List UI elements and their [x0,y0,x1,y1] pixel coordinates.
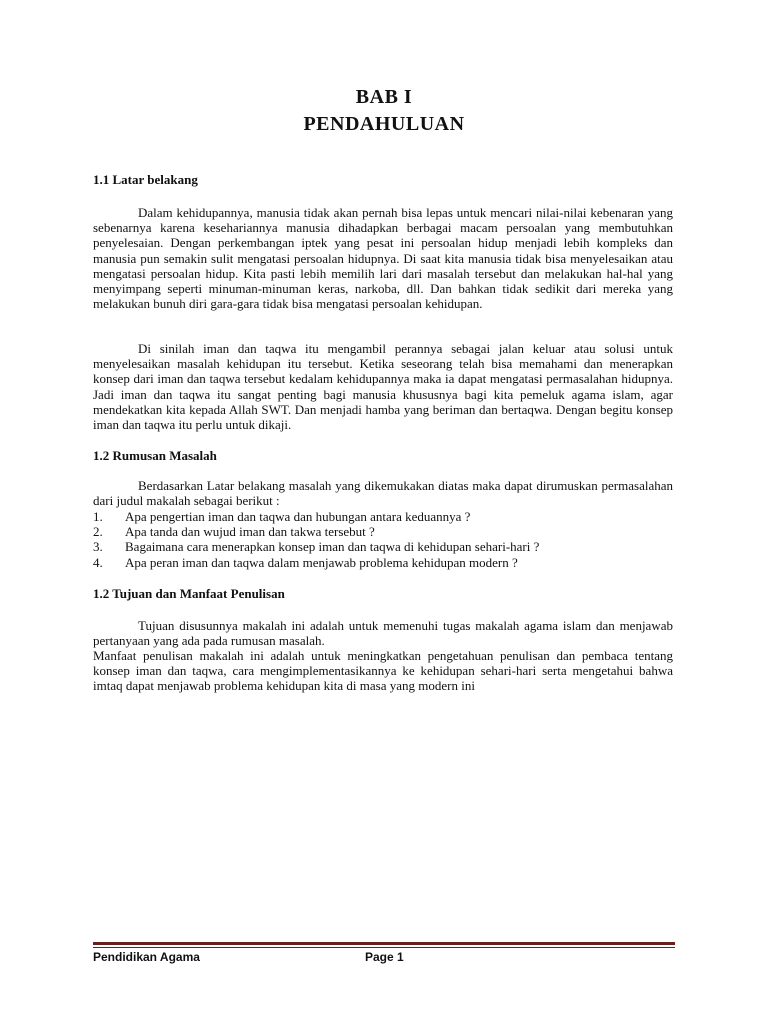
list-item-text: Apa peran iman dan taqwa dalam menjawab problema kehidupan modern ? [125,554,518,570]
footer-rule-thick [93,942,675,945]
paragraph-latar-belakang-2: Di sinilah iman dan taqwa itu mengambil perannya sebagai jalan keluar atau solusi untuk menyelesaikan masalah kehidupan itu tersebut. Ketika seseorang telah bisa memahami dan menerapkan konsep dari iman dan taqwa tersebut kedalam kehidupannya maka ia dapat mengatasi permasalahan hidupnya. Jadi iman dan taqwa itu sangat penting bagi manusia khususnya bagi kita pemeluk agama islam, agar mendekatkan kita kepada Allah SWT. Dan menjadi hamba yang beriman dan bertaqwa. Dengan begitu konsep iman dan taqwa itu perlu untuk dikaji. [93,341,673,433]
list-item-number: 1. [93,509,103,524]
list-item-number: 4. [93,554,103,570]
footer-page-number: Page 1 [365,950,404,964]
chapter-title: PENDAHULUAN [303,113,465,135]
section-heading-rumusan-masalah: 1.2 Rumusan Masalah [93,448,217,463]
section-heading-tujuan-manfaat: 1.2 Tujuan dan Manfaat Penulisan [93,586,285,601]
list-item [93,555,673,570]
list-item-text: Bagaimana cara menerapkan konsep iman dan taqwa di kehidupan sehari-hari ? [125,539,540,555]
list-item [93,539,673,554]
footer-rule-thin [93,947,675,948]
chapter-number: BAB I [355,86,413,108]
list-item [93,524,673,539]
list-item-number: 2. [93,524,103,540]
list-item-text: Apa pengertian iman dan taqwa dan hubungan antara keduannya ? [125,509,471,524]
paragraph-tujuan: Tujuan disusunnya makalah ini adalah untuk memenuhi tugas makalah agama islam dan menjawab pertanyaan yang ada pada rumusan masalah. [93,618,673,649]
footer-course-name: Pendidikan Agama [93,950,200,964]
paragraph-manfaat: Manfaat penulisan makalah ini adalah untuk meningkatkan pengetahuan penulisan dan pembaca tentang konsep iman dan taqwa, cara mengimplementasikannya ke kehidupan sehari-hari serta mengetahui bahwa imtaq dapat menjawab problema kehidupan kita di masa yang modern ini [93,648,673,694]
list-item-number: 3. [93,539,103,555]
section-heading-latar-belakang: 1.1 Latar belakang [93,172,198,187]
paragraph-rumusan-intro: Berdasarkan Latar belakang masalah yang dikemukakan diatas maka dapat dirumuskan permasalahan dari judul makalah sebagai berikut : [93,478,673,509]
list-item [93,509,673,524]
problem-list [93,509,673,570]
paragraph-latar-belakang-1: Dalam kehidupannya, manusia tidak akan pernah bisa lepas untuk mencari nilai-nilai kebenaran yang sebenarnya karena kesehariannya manusia dihadapkan berbagai macam persoalan yang membutuhkan penyelesaian. Dengan perkembangan iptek yang pesat ini persoalan hidup menjadi lebih kompleks dan manusia pun semakin sulit mengatasi persoalan hidupnya. Di saat kita manusia tidak bisa menyelesaikan atau mengatasi persoalan hidup. Kita pasti lebih memilih lari dari masalah tersebut dan melakukan hal-hal yang menyimpang seperti minuman-minuman keras, narkoba, dll. Dan bahkan tidak sedikit dari mereka yang melakukan bunuh diri gara-gara tidak bisa mengatasi persoalan kehidupan. [93,205,673,312]
list-item-text: Apa tanda dan wujud iman dan takwa tersebut ? [125,524,375,540]
